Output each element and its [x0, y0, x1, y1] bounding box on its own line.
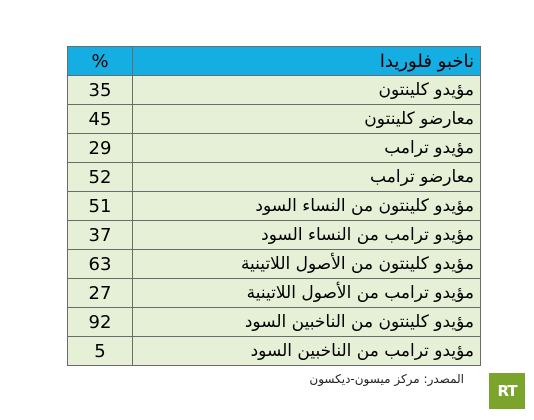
- header-label: ناخبو فلوريدا: [133, 47, 481, 76]
- table-row: [68, 134, 481, 163]
- row-value: 37: [68, 221, 133, 250]
- table-row: [68, 105, 481, 134]
- table-row: [68, 279, 481, 308]
- table-row: [68, 308, 481, 337]
- row-value: 29: [68, 134, 133, 163]
- table-row: [68, 221, 481, 250]
- table-body: [68, 76, 481, 366]
- row-label: مؤيدو كلينتون من الناخبين السود: [133, 308, 481, 337]
- rt-logo-text: RT: [497, 382, 517, 400]
- row-value: 51: [68, 192, 133, 221]
- table-header-row: [68, 47, 481, 76]
- row-value: 5: [68, 337, 133, 366]
- row-label: مؤيدو كلينتون من الأصول اللاتينية: [133, 250, 481, 279]
- row-value: 52: [68, 163, 133, 192]
- rt-logo: [489, 373, 525, 409]
- header-percent: %: [68, 47, 133, 76]
- row-label: مؤيدو ترامب من النساء السود: [133, 221, 481, 250]
- table-row: [68, 163, 481, 192]
- row-label: مؤيدو كلينتون: [133, 76, 481, 105]
- row-label: معارضو ترامب: [133, 163, 481, 192]
- row-label: مؤيدو ترامب من الناخبين السود: [133, 337, 481, 366]
- row-value: 35: [68, 76, 133, 105]
- row-value: 92: [68, 308, 133, 337]
- row-label: مؤيدو ترامب: [133, 134, 481, 163]
- source-caption: المصدر: مركز ميسون-ديكسون: [309, 372, 464, 386]
- row-value: 63: [68, 250, 133, 279]
- row-label: معارضو كلينتون: [133, 105, 481, 134]
- table-row: [68, 192, 481, 221]
- table-row: [68, 76, 481, 105]
- table-row: [68, 250, 481, 279]
- row-label: مؤيدو كلينتون من النساء السود: [133, 192, 481, 221]
- row-label: مؤيدو ترامب من الأصول اللاتينية: [133, 279, 481, 308]
- florida-voters-table: [67, 46, 481, 366]
- table-row: [68, 337, 481, 366]
- row-value: 27: [68, 279, 133, 308]
- row-value: 45: [68, 105, 133, 134]
